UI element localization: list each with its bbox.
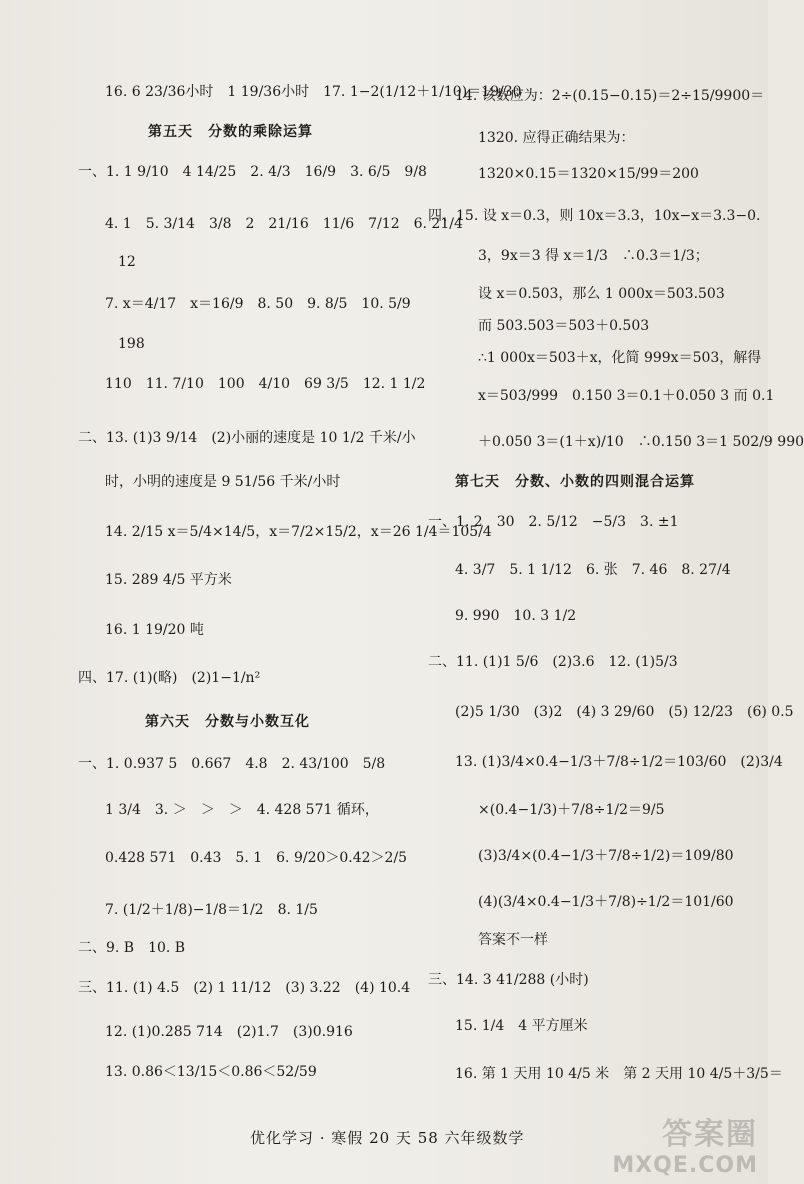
answer-line: 0.428 571 0.43 5. 1 6. 9/20＞0.42＞2/5 [105,850,408,866]
answer-line: 12. (1)0.285 714 (2)1.7 (3)0.916 [105,1024,353,1040]
answer-line: 16. 6 23/36小时 1 19/36小时 17. 1−2(1/12＋1/10)＝19/30 [105,84,522,100]
answer-line: (3)3/4×(0.4−1/3＋7/8÷1/2)＝109/80 [478,848,734,864]
answer-line: (4)(3/4×0.4−1/3＋7/8)÷1/2＝101/60 [478,894,734,910]
answer-line: 13. (1)3/4×0.4−1/3＋7/8÷1/2＝103/60 (2)3/4 [455,754,783,770]
answer-line: 7. x＝4/17 x＝16/9 8. 50 9. 8/5 10. 5/9 [105,296,411,312]
answer-line: 而 503.503＝503＋0.503 [478,318,650,334]
answer-line: 四、15. 设 x＝0.3，则 10x＝3.3，10x−x＝3.3−0. [428,208,761,224]
section-title: 第七天 分数、小数的四则混合运算 [455,474,695,490]
answer-line: 4. 1 5. 3/14 3/8 2 21/16 11/6 7/12 6. 21/4 [105,216,463,232]
watermark-url: MXQE.COM [612,1153,758,1178]
answer-line: 1320×0.15＝1320×15/99＝200 [478,166,699,182]
answer-line: (2)5 1/30 (3)2 (4) 3 29/60 (5) 12/23 (6) 0.5 [455,704,794,720]
answer-line: 1 3/4 3. ＞ ＞ ＞ 4. 428 571 循环， [105,802,379,818]
answer-line: 15. 289 4/5 平方米 [105,572,232,588]
answer-line: 3，9x＝3 得 x＝1/3 ∴0.3＝1/3； [478,248,709,264]
answer-line: ×(0.4−1/3)＋7/8÷1/2＝9/5 [478,802,665,818]
answer-line: 12 [118,254,136,270]
answer-line: ＋0.050 3＝(1＋x)/10 ∴0.150 3＝1 502/9 990 [478,434,804,450]
answer-line: 13. 0.86＜13/15＜0.86＜52/59 [105,1064,317,1080]
answer-line: x＝503/999 0.150 3＝0.1＋0.050 3 而 0.1 [478,388,775,404]
answer-line: 一、1. 0.937 5 0.667 4.8 2. 43/100 5/8 [78,756,386,772]
answer-line: 198 [118,336,145,352]
watermark-logo-text: 答案圈 [662,1117,758,1152]
answer-line: 7. (1/2＋1/8)−1/8＝1/2 8. 1/5 [105,902,318,918]
answer-line: 110 11. 7/10 100 4/10 69 3/5 12. 1 1/2 [105,376,426,392]
answer-line: 14. 该数应为：2÷(0.15−0.15)＝2÷15/9900＝ [455,88,765,104]
answer-line: 答案不一样 [478,932,548,948]
answer-line: 16. 1 19/20 吨 [105,622,204,638]
answer-line: 时，小明的速度是 9 51/56 千米/小时 [105,474,341,490]
answer-line: 9. 990 10. 3 1/2 [455,608,577,624]
answer-line: 二、9. B 10. B [78,940,186,956]
answer-line: 设 x＝0.503，那么 1 000x＝503.503 [478,286,725,302]
answer-line: 1320. 应得正确结果为： [478,130,635,146]
page-footer: 优化学习 · 寒假 20 天 58 六年级数学 [250,1129,525,1147]
section-title: 第五天 分数的乘除运算 [148,124,313,140]
answer-line: 三、14. 3 41/288 (小时) [428,972,589,988]
answer-line: 二、11. (1)1 5/6 (2)3.6 12. (1)5/3 [428,654,678,670]
answer-line: 15. 1/4 4 平方厘米 [455,1018,588,1034]
answer-line: 四、17. (1)(略) (2)1−1/n² [78,670,261,686]
answer-line: 一、1. 1 9/10 4 14/25 2. 4/3 16/9 3. 6/5 9/8 [78,164,427,180]
answer-line: 二、13. (1)3 9/14 (2)小丽的速度是 10 1/2 千米/小 [78,430,416,446]
answer-line: 三、11. (1) 4.5 (2) 1 11/12 (3) 3.22 (4) 10.4 [78,980,411,996]
answer-line: 一、1. 2 30 2. 5/12 −5/3 3. ±1 [428,514,679,530]
watermark [612,1109,758,1178]
answer-line: ∴1 000x＝503＋x，化简 999x＝503，解得 [478,350,762,366]
answer-line: 16. 第 1 天用 10 4/5 米 第 2 天用 10 4/5＋3/5＝ [455,1066,783,1082]
answer-line: 4. 3/7 5. 1 1/12 6. 张 7. 46 8. 27/4 [455,562,731,578]
section-title: 第六天 分数与小数互化 [145,714,310,730]
answer-line: 14. 2/15 x＝5/4×14/5，x＝7/2×15/2，x＝26 1/4＝105/4 [105,524,492,540]
